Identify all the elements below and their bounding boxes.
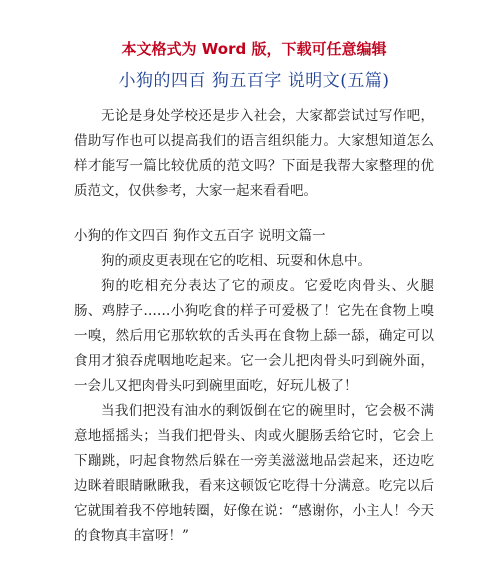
section-heading: 小狗的作文四百 狗作文五百字 说明文篇一 bbox=[74, 228, 326, 244]
body-paragraph-1: 狗的顽皮更表现在它的吃相、玩耍和休息中。 bbox=[101, 253, 371, 269]
intro-paragraph: 无论是身处学校还是步入社会，大家都尝试过写作吧，借助写作也可以提高我们的语言组织能力。大家想知道怎么样才能写一篇比较优质的范文吗？下面是我帮大家整理的优质范文，仅供参考，大家一起来看看吧。 bbox=[74, 108, 434, 199]
document-page bbox=[74, 30, 434, 549]
document-title: 小狗的四百 狗五百字 说明文(五篇) bbox=[118, 71, 390, 91]
word-format-notice: 本文格式为 Word 版，下载可任意编辑 bbox=[121, 40, 387, 58]
body-paragraph-2: 狗的吃相充分表达了它的顽皮。它爱吃肉骨头、火腿肠、鸡脖子……小狗吃食的样子可爱极了！它先在食物上嗅一嗅，然后用它那软软的舌头再在食物上舔一舔，确定可以食用才狼吞虎咽地吃起来。它一会儿把肉骨头叼到碗外面，一会儿又把肉骨头叼到碗里面吃，好玩儿极了！ bbox=[74, 278, 434, 394]
body-paragraph-3: 当我们把没有油水的剩饭倒在它的碗里时，它会极不满意地摇摇头；当我们把骨头、肉或火腿肠丢给它时，它会上下蹦跳，叼起食物然后躲在一旁美滋滋地品尝起来，还边吃边眯着眼睛瞅瞅我，看来这顿饭它吃得十分满意。吃完以后它就围着我不停地转圈，好像在说：“感谢你，小主人！今天的食物真丰富呀！” bbox=[74, 403, 434, 544]
paragraph-gap bbox=[74, 204, 434, 224]
